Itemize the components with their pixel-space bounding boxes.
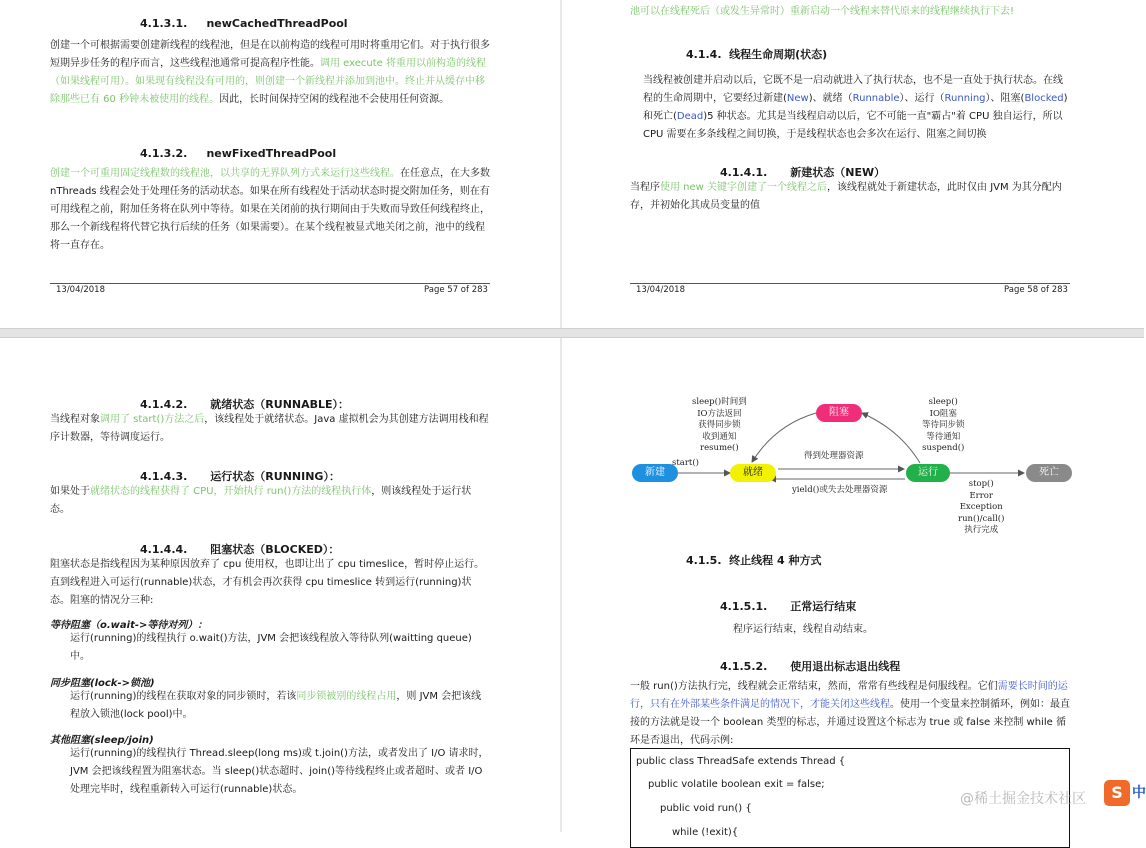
diagram-label-line: sleep() xyxy=(928,397,958,407)
text-run: New xyxy=(786,93,809,104)
diagram-label-line: Error xyxy=(969,490,993,501)
diagram-label-line: sleep()时间到 xyxy=(692,397,747,407)
heading-blocked-state: 4.1.4.4. 阻塞状态（BLOCKED）： xyxy=(140,543,340,556)
paragraph-runnable-state xyxy=(50,411,490,447)
state-running: 运行 xyxy=(906,464,950,482)
label-blocked-to-ready xyxy=(692,397,747,455)
text-run: 运行(running)的线程执行 o.wait()方法，JVM 会把该线程放入等待队列(waitting queue)中。 xyxy=(70,633,472,662)
text-run: ，则该线程处于运行状态。 xyxy=(50,486,472,515)
text-run: 阻塞状态是指线程因为某种原因放弃了 cpu 使用权，也即让出了 cpu timeslice，暂时停止运行。直到线程进入可运行(runnable)状态，才有机会再次获得 cpu timeslice 转到运行(running)状态。阻塞的情况分三种: xyxy=(50,559,485,606)
heading-new-cached-thread-pool: 4.1.3.1. newCachedThreadPool xyxy=(140,17,348,30)
text-run: )5 种状态。尤其是当线程启动以后，它不可能一直"霸占"着 CPU 独自运行，所以 CPU 需要在多条线程之间切换，于是线程状态也会多次在运行、阻塞之间切换 xyxy=(643,111,1063,140)
paragraph-sync-blocking xyxy=(70,688,490,724)
page-row-separator xyxy=(0,328,1144,338)
diagram-label-line: 执行完成 xyxy=(964,525,999,535)
text-run: ）、运行（ xyxy=(899,93,945,104)
text-run: 在任意点，在大多数 nThreads 线程会处于处理任务的活动状态。如果在所有线程处于活动状态时提交附加任务，则在有可用线程之前，附加任务将在队列中等待。如果在关闭前的执行期间由于失败而导致任何线程终止，那么一个新线程将代替它执行后续的任务（如果需要）。在某个线程被显式地关闭之前，池中的线程将一直存在。 xyxy=(50,168,490,251)
text-run: ，该线程就处于新建状态，此时仅由 JVM 为其分配内存，并初始化其成员变量的值 xyxy=(630,182,1062,211)
carryover-text: 池可以在线程死后（或发生异常时）重新启动一个线程来替代原来的线程继续执行下去! xyxy=(630,6,1015,17)
diagram-label-line: suspend() xyxy=(922,443,965,453)
text-run: 创建一个可根据需要创建新线程的线程池，但是在以前构造的线程可用时将重用它们。对于执行很多短期异步任务的程序而言，这些线程池通常可提高程序性能。 xyxy=(50,40,490,69)
heading-normal-finish: 4.1.5.1. 正常运行结束 xyxy=(720,600,857,613)
text-run: Running xyxy=(944,93,986,104)
text-run: 同步锁被别的线程占用 xyxy=(296,691,397,702)
paragraph-normal-finish: 程序运行结束，线程自动结束。 xyxy=(733,624,873,635)
text-run: Dead xyxy=(676,111,704,122)
diagram-label-line: Exception xyxy=(959,502,1003,512)
diagram-label-line: resume() xyxy=(700,443,739,453)
subheading-sync-blocking: 同步阻塞(lock->锁池) xyxy=(50,678,155,689)
footer-rule xyxy=(630,283,1070,284)
text-run: 如果处于 xyxy=(50,486,90,497)
text-run: )、就绪（ xyxy=(808,93,853,104)
text-run: 一般 run()方法执行完，线程就会正常结束，然而，常常有些线程是伺服线程。它们 xyxy=(630,681,998,692)
heading-terminate-thread: 4.1.5. 终止线程 4 种方式 xyxy=(686,554,822,567)
state-new: 新建 xyxy=(632,464,678,482)
paragraph-running-state xyxy=(50,483,490,519)
text-run: ，则 JVM 会把该线程放入锁池(lock pool)中。 xyxy=(70,691,482,720)
language-icon: 中 xyxy=(1132,781,1144,805)
heading-running-state: 4.1.4.3. 运行状态（RUNNING）： xyxy=(140,470,340,483)
footer-date: 13/04/2018 xyxy=(56,285,105,295)
code-line: public volatile boolean exit = false; xyxy=(648,779,825,790)
text-run: 调用 execute 将重用以前构造的线程（如果线程可用）。如果现有线程没有可用的，则创建一个新线程并添加到池中。终止并从缓存中移除那些已有 60 秒钟未被使用的线程。 xyxy=(50,58,487,105)
subheading-other-blocking: 其他阻塞(sleep/join) xyxy=(50,735,154,746)
state-ready: 就绪 xyxy=(730,464,776,482)
text-run: 就绪状态的线程获得了 CPU，开始执行 run()方法的线程执行体 xyxy=(90,486,372,497)
diagram-label-line: run()/call() xyxy=(958,513,1005,524)
paragraph-blocked-state xyxy=(50,556,490,610)
text-run: ）、阻塞( xyxy=(985,93,1025,104)
text-run: 因此，长时间保持空闲的线程池不会使用任何资源。 xyxy=(219,94,450,105)
diagram-label-line: IO方法返回 xyxy=(697,408,742,419)
footer-page-number: Page 57 of 283 xyxy=(424,285,488,295)
paragraph-other-blocking xyxy=(70,745,490,799)
text-run: 运行(running)的线程在获取对象的同步锁时，若该 xyxy=(70,691,297,702)
footer-date: 13/04/2018 xyxy=(636,285,685,295)
text-run: 当线程被创建并启动以后，它既不是一启动就进入了执行状态，也不是一直处于执行状态。在线程的生命周期中，它要经过新建( xyxy=(643,75,1063,104)
code-line: while (!exit){ xyxy=(672,827,739,838)
heading-new-fixed-thread-pool: 4.1.3.2. newFixedThreadPool xyxy=(140,147,337,160)
text-run: Runnable xyxy=(852,93,900,104)
text-run: 需要长时间的运行，只有在外部某些条件满足的情况下，才能关闭这些线程 xyxy=(630,681,1068,710)
heading-runnable-state: 4.1.4.2. 就绪状态（RUNNABLE）： xyxy=(140,398,350,411)
diagram-label-line: IO阻塞 xyxy=(929,408,957,419)
subheading-wait-blocking: 等待阻塞（o.wait->等待对列）： xyxy=(50,620,208,631)
text-run: 。使用一个变量来控制循环，例如：最直接的方法就是设一个 boolean 类型的标志，并通过设置这个标志为 true 或 false 来控制 while 循环是否退出，代码示例: xyxy=(630,699,1070,746)
state-dead: 死亡 xyxy=(1026,464,1072,482)
diagram-label-line: 获得同步锁 xyxy=(698,420,741,430)
diagram-label-line: 收到通知 xyxy=(702,431,737,442)
logo-icon: S xyxy=(1104,780,1130,806)
code-line: public void run() { xyxy=(660,803,752,814)
paragraph-wait-blocking xyxy=(70,630,490,666)
text-run: 调用了 start()方法之后 xyxy=(100,414,205,425)
text-run: 运行(running)的线程执行 Thread.sleep(long ms)或 t.join()方法，或者发出了 I/O 请求时，JVM 会把该线程置为阻塞状态。当 sleep()状态超时、join()等待线程终止或者超时、或者 I/O 处理完毕时，线程重新转入可运行(runnable)状态。 xyxy=(70,748,489,795)
paragraph-thread-lifecycle xyxy=(643,72,1068,144)
text-run: 使用 new 关键字创建了一个线程之后 xyxy=(660,182,828,193)
page-column-separator xyxy=(560,0,562,832)
heading-exit-flag: 4.1.5.2. 使用退出标志退出线程 xyxy=(720,660,901,673)
paragraph-fixed-thread-pool xyxy=(50,165,490,255)
text-run: )和死亡( xyxy=(643,93,1068,122)
arrow-running-to-blocked xyxy=(862,413,920,463)
diagram-label-line: 等待同步锁 xyxy=(922,420,965,430)
paragraph-cached-thread-pool xyxy=(50,37,490,109)
text-run: Blocked xyxy=(1024,93,1064,104)
label-running-to-blocked xyxy=(922,397,965,455)
diagram-label-line: 等待通知 xyxy=(926,431,961,442)
text-run: 当程序 xyxy=(630,182,660,193)
heading-thread-lifecycle: 4.1.4. 线程生命周期(状态) xyxy=(686,48,828,61)
label-yield: yield()或失去处理器资源 xyxy=(792,485,888,495)
label-get-cpu: 得到处理器资源 xyxy=(804,451,864,461)
watermark-text: @稀土掘金技术社区 xyxy=(960,791,1086,807)
state-blocked: 阻塞 xyxy=(816,404,862,422)
label-start: start() xyxy=(672,458,699,468)
text-run: 创建一个可重用固定线程数的线程池，以共享的无界队列方式来运行这些线程。 xyxy=(50,168,400,179)
footer-rule xyxy=(50,283,490,284)
diagram-label-line: stop() xyxy=(968,479,994,489)
footer-page-number: Page 58 of 283 xyxy=(1004,285,1068,295)
label-running-to-dead xyxy=(958,479,1004,537)
code-line: public class ThreadSafe extends Thread { xyxy=(636,756,846,767)
paragraph-exit-flag xyxy=(630,678,1070,750)
heading-new-state: 4.1.4.1. 新建状态（NEW） xyxy=(720,166,886,179)
text-run: 当线程对象 xyxy=(50,414,100,425)
text-run: ，该线程处于就绪状态。Java 虚拟机会为其创建方法调用栈和程序计数器，等待调度运行。 xyxy=(50,414,489,443)
paragraph-new-state xyxy=(630,179,1070,215)
